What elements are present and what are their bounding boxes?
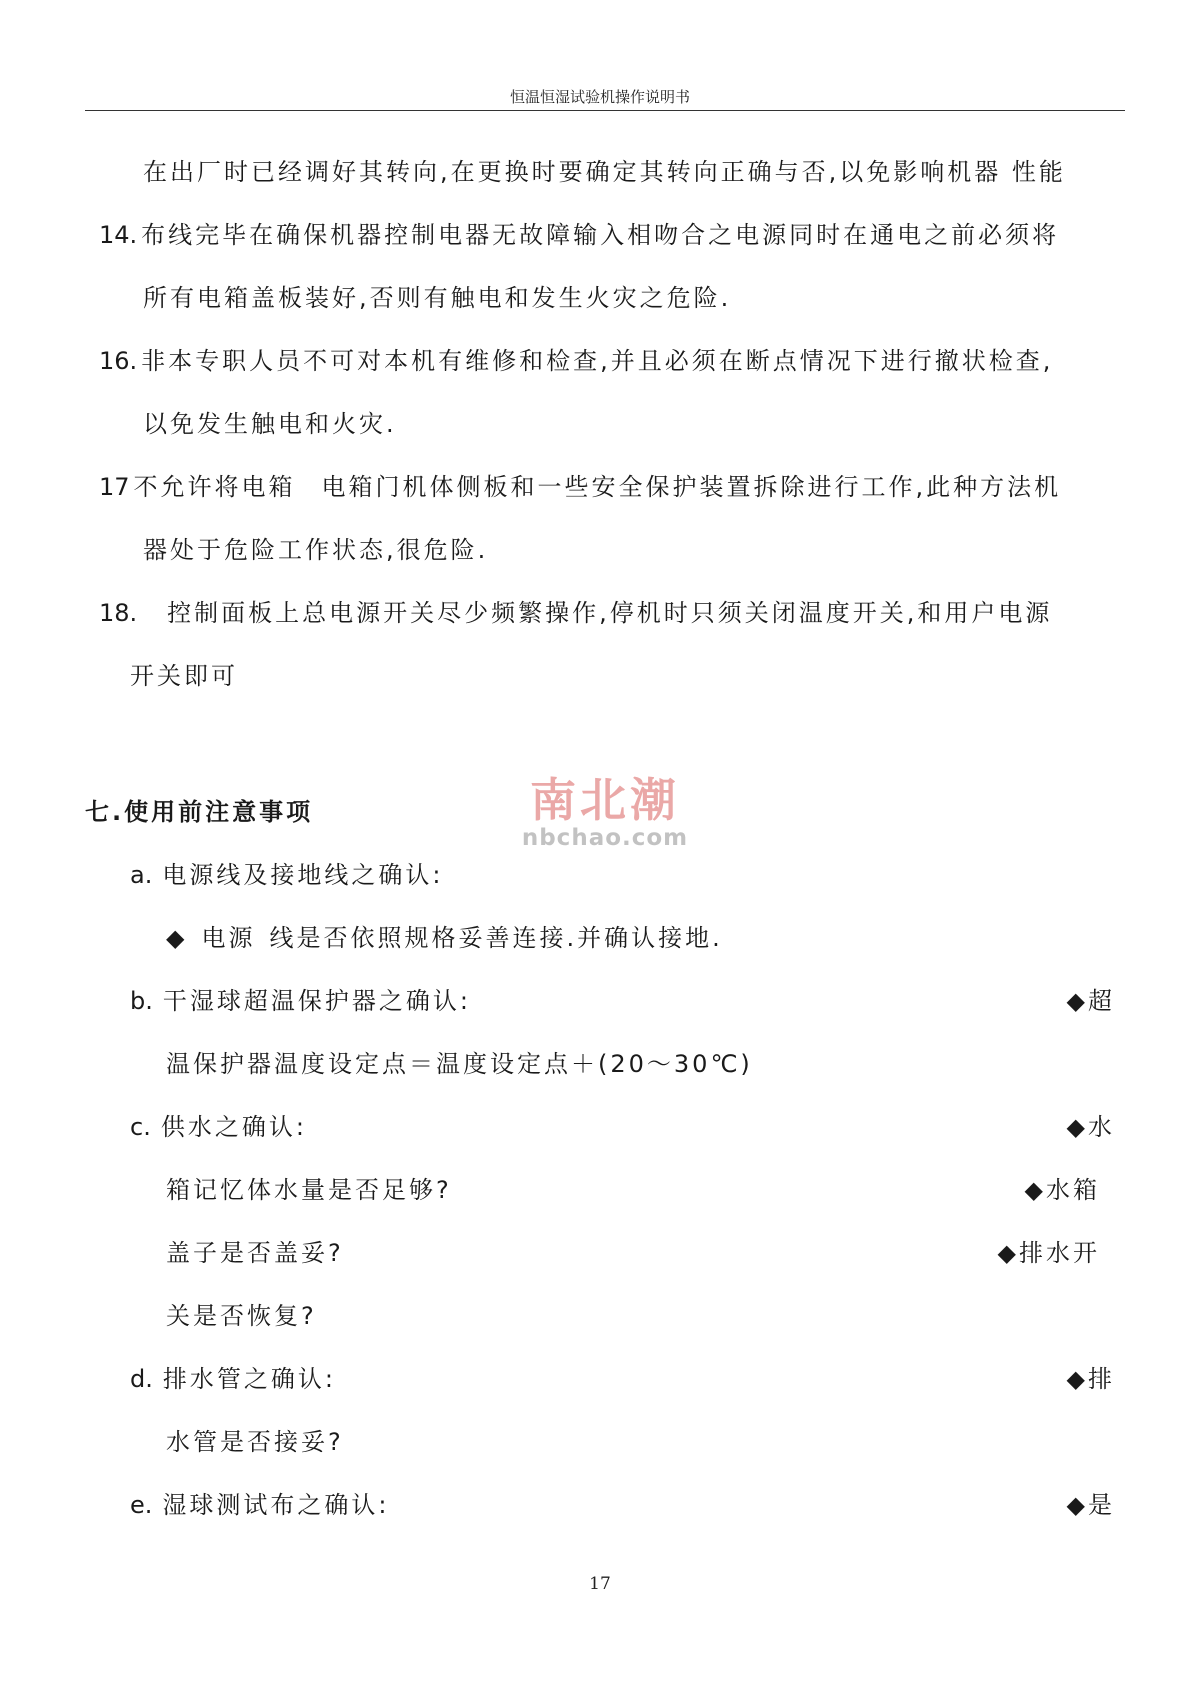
item-label: c.: [130, 1113, 151, 1141]
item-d-right: ◆排: [1066, 1365, 1115, 1393]
list-number: 17: [99, 473, 130, 501]
body-line-7: 器处于危险工作状态,很危险.: [143, 536, 489, 564]
item-c-cont1: 箱记忆体水量是否足够?: [166, 1176, 452, 1204]
list-text: 非本专职人员不可对本机有维修和检查,并且必须在断点情况下进行撤状检查,: [141, 347, 1054, 375]
bullet-text-a: 电源: [201, 924, 256, 952]
item-label: b.: [130, 987, 153, 1015]
item-text: 湿球测试布之确认:: [162, 1491, 390, 1519]
item-c-cont3: 关是否恢复?: [166, 1302, 317, 1330]
item-text: 排水管之确认:: [162, 1365, 336, 1393]
list-text: 控制面板上总电源开关尽少频繁操作,停机时只须关闭温度开关,和用户电源: [167, 599, 1053, 627]
item-label: a.: [130, 861, 153, 889]
list-text-a: 不允许将电箱: [133, 473, 296, 501]
item-d-cont: 水管是否接妥?: [166, 1428, 344, 1456]
list-number: 18.: [99, 599, 138, 627]
watermark-latin: nbchao.com: [521, 825, 689, 851]
item-c-cont2: 盖子是否盖妥?: [166, 1239, 344, 1267]
section-title: 七.使用前注意事项: [85, 798, 314, 826]
item-a: [130, 860, 443, 890]
list-text: 布线完毕在确保机器控制电器无故障输入相吻合之电源同时在通电之前必须将: [141, 221, 1060, 249]
item-e-right: ◆是: [1066, 1491, 1115, 1519]
list-number: 16.: [99, 347, 138, 375]
item-b: [130, 986, 471, 1016]
watermark: [515, 775, 695, 851]
item-c-right: ◆水: [1066, 1113, 1115, 1141]
item-c: [130, 1112, 307, 1142]
list-item-16: [99, 346, 1053, 376]
page-number: 17: [589, 1574, 611, 1594]
item-e: [130, 1490, 390, 1520]
document-header: 恒温恒湿试验机操作说明书: [509, 88, 690, 106]
body-line-5: 以免发生触电和火灾.: [143, 410, 397, 438]
item-b-right: ◆超: [1066, 987, 1115, 1015]
bullet-text-b: 线是否依照规格妥善连接.并确认接地.: [269, 924, 723, 952]
body-line-3: 所有电箱盖板装好,否则有触电和发生火灾之危险.: [143, 284, 732, 312]
item-a-bullet: [166, 923, 723, 953]
list-text-b: 电箱门机体侧板和一些安全保护装置拆除进行工作,此种方法机: [321, 473, 1062, 501]
item-text: 干湿球超温保护器之确认:: [162, 987, 471, 1015]
watermark-chinese: 南北潮: [530, 773, 680, 827]
item-text: 电源线及接地线之确认:: [162, 861, 444, 889]
diamond-bullet-icon: ◆: [166, 924, 188, 952]
list-item-18: [99, 598, 1052, 628]
header-rule: [85, 110, 1125, 111]
list-number: 14.: [99, 221, 138, 249]
item-c-right2: ◆水箱: [1024, 1176, 1100, 1204]
body-line-9: 开关即可: [130, 662, 238, 690]
item-c-right3: ◆排水开: [997, 1239, 1100, 1267]
item-b-cont: 温保护器温度设定点＝温度设定点＋(20～30℃): [166, 1050, 753, 1078]
item-label: d.: [130, 1365, 153, 1393]
item-text: 供水之确认:: [160, 1113, 307, 1141]
body-line-1: 在出厂时已经调好其转向,在更换时要确定其转向正确与否,以免影响机器 性能: [143, 158, 1066, 186]
list-item-14: [99, 220, 1059, 250]
item-d: [130, 1364, 336, 1394]
item-label: e.: [130, 1491, 153, 1519]
list-item-17: [99, 472, 1061, 502]
